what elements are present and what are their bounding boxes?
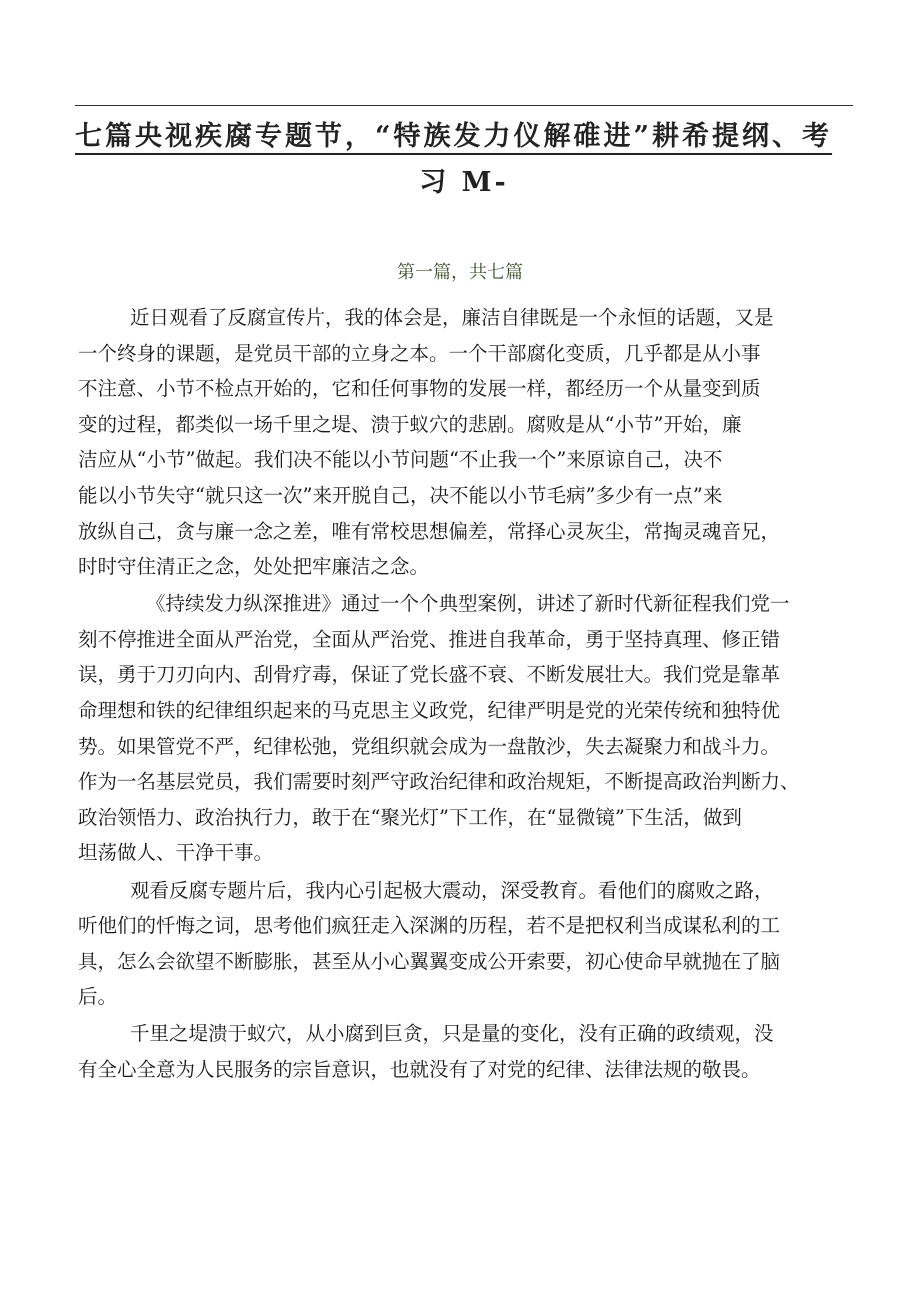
document-body — [78, 300, 858, 1089]
paragraph-2 — [78, 586, 858, 871]
paragraph-line: 命理想和铁的纪律组织起来的马克思主义政党，纪律严明是党的光荣传统和独特优 — [78, 699, 781, 723]
paragraph-line: 刻不停推进全面从严治党，全面从严治党、推进自我革命，勇于坚持真理、修正错 — [78, 627, 781, 651]
paragraph-line: 千里之堤溃于蚁穴，从小腐到巨贪，只是量的变化，没有正确的政绩观，没 — [130, 1022, 774, 1046]
top-rule — [75, 105, 853, 106]
section-heading: 第一篇，共七篇 — [397, 262, 523, 283]
paragraph-line: 势。如果管党不严，纪律松弛，党组织就会成为一盘散沙，失去凝聚力和战斗力。 — [78, 734, 781, 758]
paragraph-line: 听他们的忏悔之词，思考他们疯狂走入深渊的历程，若不是把权利当成谋私利的工 — [78, 914, 781, 938]
paragraph-line: 一个终身的课题，是党员干部的立身之本。一个干部腐化变质，几乎都是从小事 — [78, 341, 761, 365]
title-line-1: 七篇央视疾腐专题节，“特族发力仪解碓进”耕希提纲、考 — [75, 121, 833, 152]
paragraph-line: 后。 — [78, 985, 118, 1009]
paragraph-line: 近日观看了反腐宣传片，我的体会是，廉洁自律既是一个永恒的话题，又是 — [130, 306, 774, 329]
paragraph-line: 《持续发力纵深推进》通过一个个典型案例，讲述了新时代新征程我们党一 — [146, 592, 790, 616]
paragraph-line: 洁应从“小节”做起。我们决不能以小节问题“不止我一个”来原谅自己，决不 — [78, 448, 723, 472]
title-line-2: 习 M- — [419, 167, 509, 198]
paragraph-line: 不注意、小节不检点开始的，它和任何事物的发展一样，都经历一个从量变到质 — [78, 377, 761, 401]
paragraph-line: 放纵自己，贪与廉一念之差，唯有常校思想偏差，常择心灵灰尘，常掏灵魂音兄， — [78, 519, 781, 543]
paragraph-line: 变的过程，都类似一场千里之堤、溃于蚁穴的悲剧。腐败是从“小节”开始，廉 — [78, 412, 742, 436]
paragraph-line: 时时守住清正之念，处处把牢廉洁之念。 — [78, 555, 430, 579]
paragraph-line: 有全心全意为人民服务的宗旨意识，也就没有了对党的纪律、法律法规的敬畏。 — [78, 1057, 761, 1081]
document-title — [75, 114, 853, 206]
paragraph-line: 具，怎么会欲望不断膨胀，甚至从小心翼翼变成公开索要，初心使命早就抛在了脑 — [78, 949, 781, 973]
paragraph-line: 政治领悟力、政治执行力，敢于在“聚光灯”下工作，在“显微镜”下生活，做到 — [78, 805, 742, 829]
paragraph-1 — [78, 300, 858, 585]
paragraph-line: 误，勇于刀刃向内、刮骨疗毒，保证了党长盛不衰、不断发展壮大。我们党是靠革 — [78, 663, 781, 687]
paragraph-3 — [78, 873, 858, 1015]
paragraph-line: 坦荡做人、干净干事。 — [78, 841, 274, 865]
paragraph-line: 观看反腐专题片后，我内心引起极大震动，深受教育。看他们的腐败之路， — [130, 878, 774, 902]
paragraph-line: 作为一名基层党员，我们需要时刻严守政治纪律和政治规矩，不断提高政治判断力、 — [78, 770, 800, 794]
paragraph-4 — [78, 1016, 858, 1087]
paragraph-line: 能以小节失守“就只这一次”来开脱自己，决不能以小节毛病”多少有一点”来 — [78, 483, 723, 507]
